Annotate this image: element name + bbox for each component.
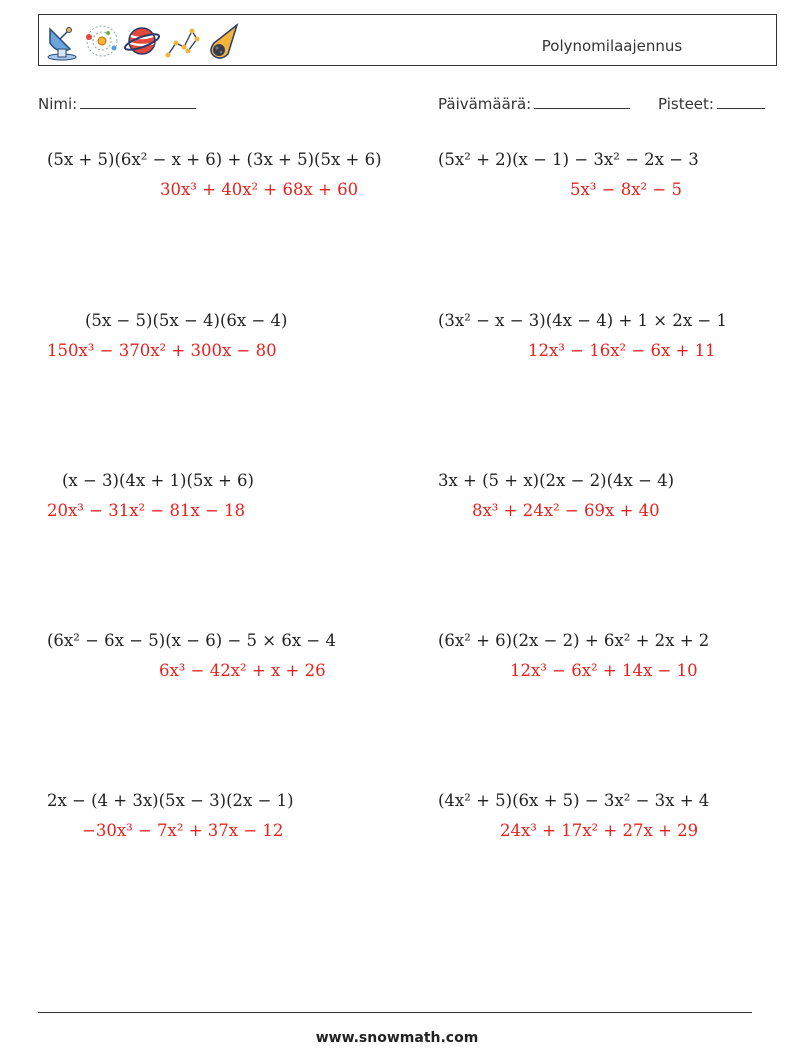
problem-6-question: 3x + (5 + x)(2x − 2)(4x − 4) [438,471,675,490]
worksheet-title: Polynomilaajennus [541,37,683,55]
problem-4-answer: 12x³ − 16x² − 6x + 11 [528,341,716,360]
problem-1-question: (5x + 5)(6x² − x + 6) + (3x + 5)(5x + 6) [47,150,382,169]
score-field[interactable] [658,94,765,113]
problem-3-question: (5x − 5)(5x − 4)(6x − 4) [85,311,288,330]
problem-10-answer: 24x³ + 17x² + 27x + 29 [500,821,699,840]
problem-9-question: 2x − (4 + 3x)(5x − 3)(2x − 1) [47,791,294,810]
problem-5-answer: 20x³ − 31x² − 81x − 18 [47,501,246,520]
date-blank[interactable] [534,94,630,109]
name-blank[interactable] [80,94,196,109]
problem-6-answer: 8x³ + 24x² − 69x + 40 [472,501,660,520]
footer-url[interactable]: www.snowmath.com [315,1030,479,1046]
header-icons [44,21,240,61]
solar-system-icon [84,21,120,61]
problem-1-answer: 30x³ + 40x² + 68x + 60 [160,180,359,199]
constellation-icon [164,21,200,61]
problem-2-question: (5x² + 2)(x − 1) − 3x² − 2x − 3 [438,150,699,169]
problem-5-question: (x − 3)(4x + 1)(5x + 6) [62,471,254,490]
problem-10-question: (4x² + 5)(6x + 5) − 3x² − 3x + 4 [438,791,710,810]
name-label: Nimi: [38,95,78,113]
problem-7-question: (6x² − 6x − 5)(x − 6) − 5 × 6x − 4 [47,631,336,650]
problem-8-question: (6x² + 6)(2x − 2) + 6x² + 2x + 2 [438,631,710,650]
problem-4-question: (3x² − x − 3)(4x − 4) + 1 × 2x − 1 [438,311,727,330]
planet-icon [124,21,160,61]
problem-9-answer: −30x³ − 7x² + 37x − 12 [82,821,284,840]
date-label: Päivämäärä: [438,95,532,113]
problem-8-answer: 12x³ − 6x² + 14x − 10 [510,661,698,680]
problem-2-answer: 5x³ − 8x² − 5 [570,180,682,199]
date-field[interactable] [438,94,630,113]
problem-3-answer: 150x³ − 370x² + 300x − 80 [47,341,277,360]
name-field[interactable] [38,94,196,113]
score-label: Pisteet: [658,95,714,113]
footer-divider [38,1012,752,1013]
meteor-icon [204,21,240,61]
worksheet-header [38,14,777,66]
satellite-dish-icon [44,21,80,61]
problem-7-answer: 6x³ − 42x² + x + 26 [159,661,326,680]
score-blank[interactable] [717,94,765,109]
